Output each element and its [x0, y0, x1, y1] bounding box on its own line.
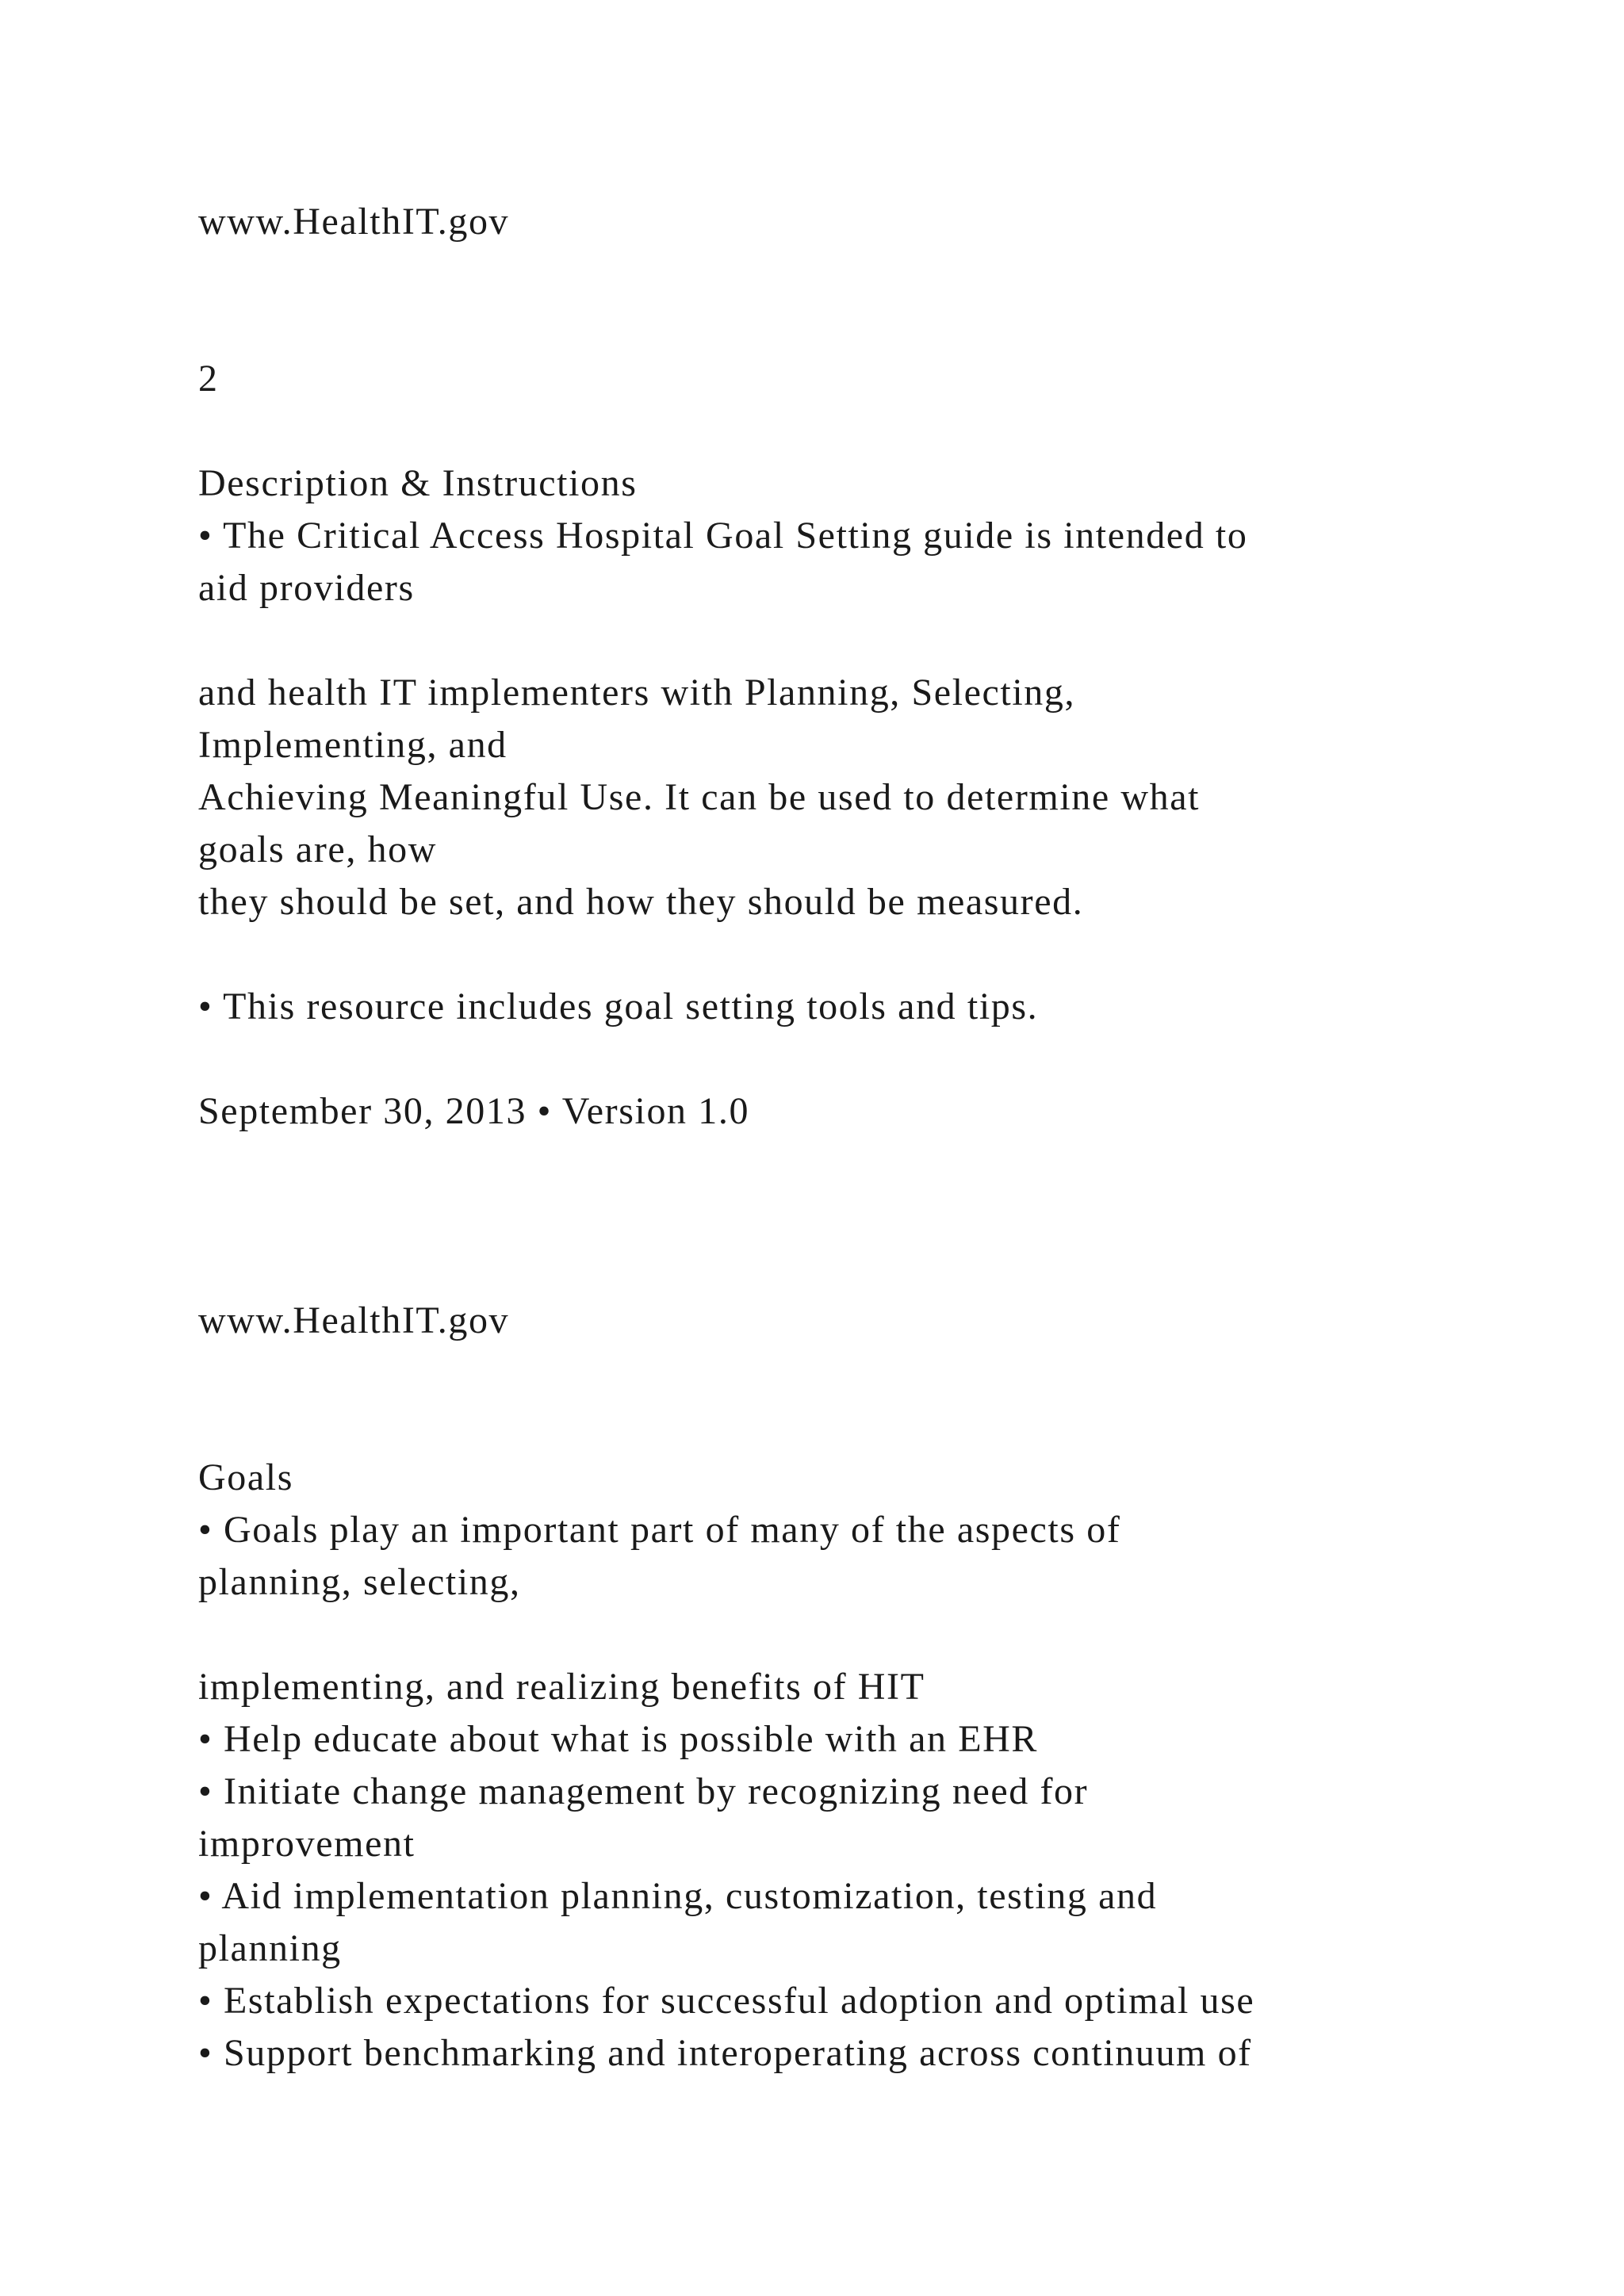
text-line: aid providers	[198, 567, 415, 609]
text-line: • Aid implementation planning, customization, testing and	[198, 1875, 1158, 1917]
text-line: and health IT implementers with Planning, Selecting,	[198, 672, 1076, 714]
page-number: 2	[198, 358, 219, 400]
text-line: they should be set, and how they should be measured.	[198, 881, 1084, 923]
header-url: www.HealthIT.gov	[198, 201, 510, 243]
text-line: goals are, how	[198, 828, 437, 871]
text-line: • This resource includes goal setting tools and tips.	[198, 985, 1039, 1027]
text-line: • Initiate change management by recognizing need for	[198, 1770, 1089, 1812]
text-line: • Goals play an important part of many of the aspects of	[198, 1509, 1121, 1551]
text-line: planning, selecting,	[198, 1561, 521, 1603]
text-line: improvement	[198, 1823, 416, 1865]
text-line: • Establish expectations for successful adoption and optimal use	[198, 1980, 1255, 2022]
section-heading-goals: Goals	[198, 1456, 293, 1498]
header-url: www.HealthIT.gov	[198, 1299, 510, 1341]
text-line: • Support benchmarking and interoperating across continuum of	[198, 2032, 1252, 2074]
text-line: • The Critical Access Hospital Goal Setting guide is intended to	[198, 515, 1248, 557]
text-line: Achieving Meaningful Use. It can be used to determine what	[198, 776, 1201, 818]
text-line: planning	[198, 1927, 342, 1969]
date-version-line: September 30, 2013 • Version 1.0	[198, 1090, 750, 1132]
text-line: implementing, and realizing benefits of HIT	[198, 1666, 925, 1708]
text-line: • Help educate about what is possible with an EHR	[198, 1718, 1039, 1760]
text-line: Implementing, and	[198, 724, 508, 766]
section-heading-description: Description & Instructions	[198, 462, 638, 504]
